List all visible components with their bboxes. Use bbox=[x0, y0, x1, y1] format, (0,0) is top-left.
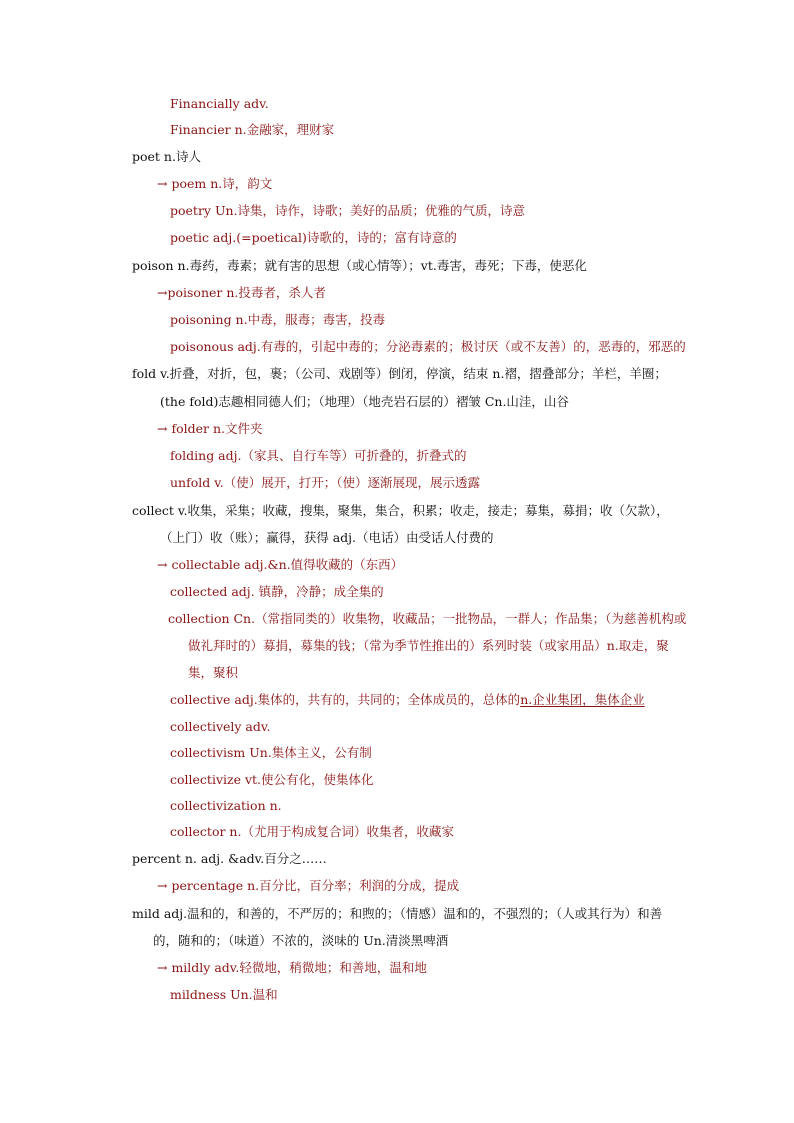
entry-collectable: → collectable adj.&n.值得收藏的（东西） bbox=[157, 557, 404, 572]
entry-folding: folding adj.（家具、自行车等）可折叠的，折叠式的 bbox=[170, 448, 467, 463]
entry-collective bbox=[170, 692, 645, 708]
entry-poetry: poetry Un.诗集，诗作，诗歌；美好的品质；优雅的气质，诗意 bbox=[170, 203, 526, 218]
entry-collected: collected adj. 镇静，冷静；成全集的 bbox=[170, 584, 384, 599]
entry-collectivization: collectivization n. bbox=[170, 798, 282, 813]
entry-percent: percent n. adj. &adv.百分之…… bbox=[132, 851, 327, 866]
entry-collection-cont1: 做礼拜时的）募捐，募集的钱；（常为季节性推出的）系列时装（或家用品）n.取走，聚 bbox=[188, 638, 669, 653]
entry-collect-cont: （上门）收（账）；赢得，获得 adj.（电话）由受话人付费的 bbox=[160, 530, 494, 545]
entry-percentage: → percentage n.百分比，百分率；利润的分成，提成 bbox=[157, 878, 460, 893]
entry-financially: Financially adv. bbox=[170, 96, 269, 111]
entry-poison: poison n.毒药，毒素；就有害的思想（或心情等）；vt.毒害，毒死；下毒，使恶化 bbox=[132, 258, 587, 273]
entry-poetic: poetic adj.(=poetical)诗歌的，诗的；富有诗意的 bbox=[170, 230, 457, 245]
entry-collectivism: collectivism Un.集体主义，公有制 bbox=[170, 745, 372, 760]
entry-poisoner: →poisoner n.投毒者，杀人者 bbox=[157, 285, 326, 300]
entry-folder: → folder n.文件夹 bbox=[157, 421, 263, 436]
entry-collect: collect v.收集，采集；收藏，搜集，聚集，集合，积累；收走，接走；募集，募捐；收（欠款）， bbox=[132, 503, 669, 518]
entry-poisoning: poisoning n.中毒，服毒；毒害，投毒 bbox=[170, 312, 386, 327]
entry-poet: poet n.诗人 bbox=[132, 149, 201, 164]
entry-collective-adj: collective adj.集体的，共有的，共同的；全体成员的，总体的 bbox=[170, 692, 521, 707]
entry-unfold: unfold v.（使）展开，打开；（使）逐渐展现，展示透露 bbox=[170, 475, 481, 490]
entry-collectivize: collectivize vt.使公有化，使集体化 bbox=[170, 772, 374, 787]
entry-financier: Financier n.金融家，理财家 bbox=[170, 122, 335, 137]
entry-mild-cont: 的，随和的；（味道）不浓的，淡味的 Un.清淡黑啤酒 bbox=[153, 933, 449, 948]
entry-mild: mild adj.温和的，和善的，不严厉的；和煦的；（情感）温和的，不强烈的；（人或其行为）和善 bbox=[132, 906, 663, 921]
entry-mildness: mildness Un.温和 bbox=[170, 987, 278, 1002]
entry-mildly: → mildly adv.轻微地，稍微地；和善地，温和地 bbox=[157, 960, 427, 975]
entry-collection: collection Cn.（常指同类的）收集物，收藏品；一批物品，一群人；作品集；（为慈善机构或 bbox=[168, 611, 687, 626]
entry-collector: collector n.（尤用于构成复合词）收集者，收藏家 bbox=[170, 824, 454, 839]
entry-poem: → poem n.诗，韵文 bbox=[157, 176, 273, 191]
entry-fold: fold v.折叠，对折，包，裹；（公司、戏剧等）倒闭，停演，结束 n.褶，摺叠部分；羊栏，羊圈； bbox=[132, 366, 667, 381]
entry-collection-cont2: 集，聚积 bbox=[188, 665, 239, 680]
entry-collectively: collectively adv. bbox=[170, 719, 271, 734]
entry-poisonous: poisonous adj.有毒的，引起中毒的；分泌毒素的；极讨厌（或不友善）的，恶毒的，邪恶的 bbox=[170, 339, 686, 354]
entry-collective-noun: n.企业集团，集体企业 bbox=[520, 692, 645, 707]
entry-fold-cont: (the fold)志趣相同德人们；（地理）（地壳岩石层的）褶皱 Cn.山洼，山谷 bbox=[160, 394, 569, 409]
